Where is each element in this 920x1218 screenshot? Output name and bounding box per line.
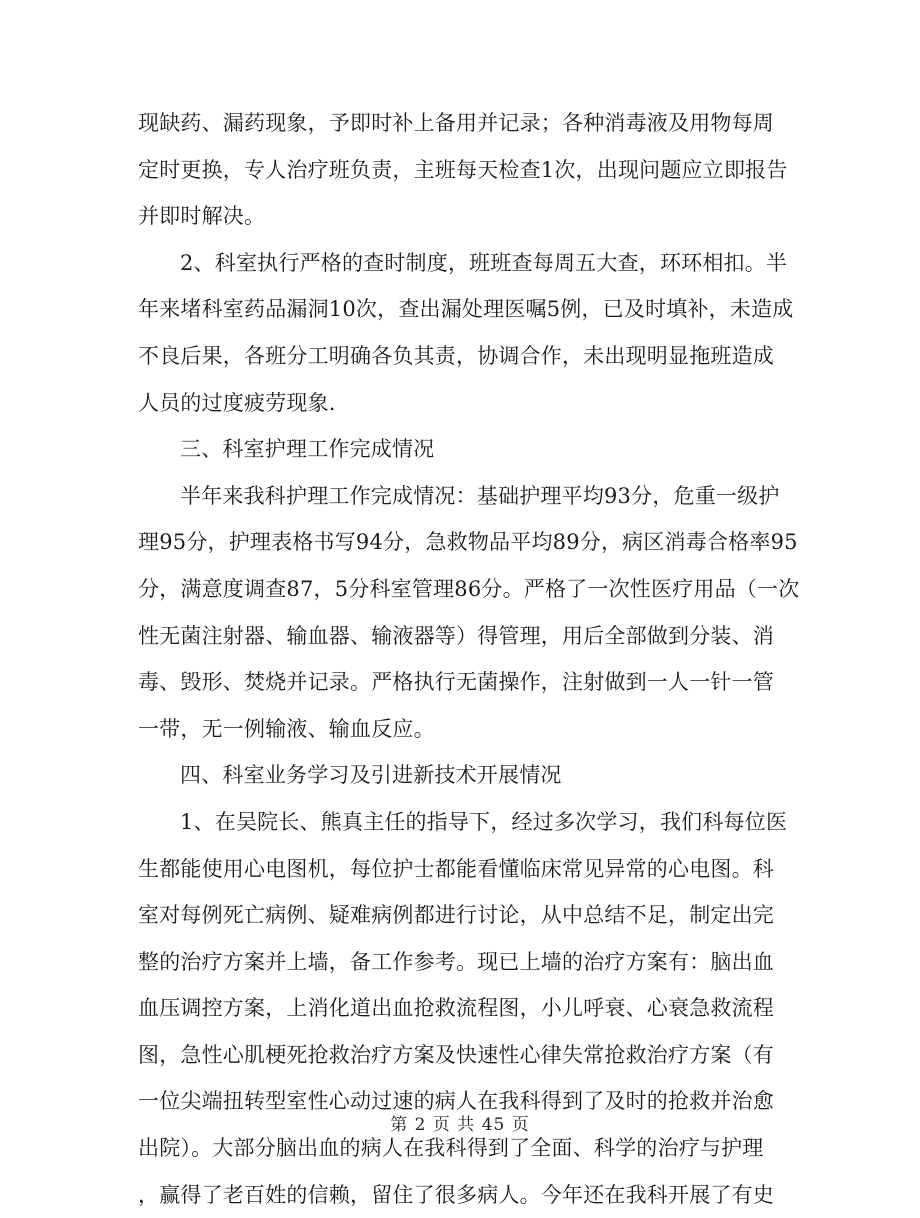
section-heading: 三、科室护理工作完成情况 <box>180 437 435 462</box>
text-line: 整的治疗方案并上墙，备工作参考。现已上墙的治疗方案有：脑出血 <box>138 949 774 974</box>
text-line: ，赢得了老百姓的信赖，留住了很多病人。今年还在我科开展了有史 <box>138 1182 774 1207</box>
text-line: 一带，无一例输液、输血反应。 <box>138 716 435 741</box>
text-line: 并即时解决。 <box>138 204 266 229</box>
text-line: 出院）。大部分脑出血的病人在我科得到了全面、科学的治疗与护理 <box>138 1136 764 1161</box>
text-line: 人员的过度疲劳现象. <box>138 390 336 415</box>
text-line: 室对每例死亡病例、疑难病例都进行讨论，从中总结不足，制定出完 <box>138 903 774 928</box>
text-line: 性无菌注射器、输血器、输液器等）得管理，用后全部做到分装、消 <box>138 623 774 648</box>
page-number-footer: 第 2 页 共 45 页 <box>390 1115 530 1135</box>
text-line: 分，满意度调查87，5分科室管理86分。严格了一次性医疗用品（一次 <box>138 576 800 601</box>
document-body <box>138 100 800 1218</box>
paragraph-start-line: 半年来我科护理工作完成情况：基础护理平均93分，危重一级护 <box>180 483 780 508</box>
text-line: 定时更换，专人治疗班负责，主班每天检查1次，出现问题应立即报告 <box>138 157 788 182</box>
section-heading: 四、科室业务学习及引进新技术开展情况 <box>180 763 562 788</box>
text-line: 血压调控方案，上消化道出血抢救流程图，小儿呼衰、心衰急救流程 <box>138 996 774 1021</box>
text-line: 理95分，护理表格书写94分，急救物品平均89分，病区消毒合格率95 <box>138 530 798 555</box>
text-line: 毒、毁形、焚烧并记录。严格执行无菌操作，注射做到一人一针一管 <box>138 670 774 695</box>
text-line: 不良后果，各班分工明确各负其责，协调合作，未出现明显拖班造成 <box>138 343 774 368</box>
text-line: 图，急性心肌梗死抢救治疗方案及快速性心律失常抢救治疗方案（有 <box>138 1042 774 1067</box>
text-line: 一位尖端扭转型室性心动过速的病人在我科得到了及时的抢救并治愈 <box>138 1089 774 1114</box>
text-line: 现缺药、漏药现象，予即时补上备用并记录；各种消毒液及用物每周 <box>138 111 774 135</box>
text-line: 年来堵科室药品漏洞10次，查出漏处理医嘱5例，已及时填补，未造成 <box>138 297 794 322</box>
paragraph-start-line: 2、科室执行严格的查时制度，班班查每周五大查，环环相扣。半 <box>180 250 788 275</box>
text-line: 生都能使用心电图机，每位护士都能看懂临床常见异常的心电图。科 <box>138 856 774 881</box>
paragraph-start-line: 1、在吴院长、熊真主任的指导下，经过多次学习，我们科每位医 <box>180 809 788 834</box>
